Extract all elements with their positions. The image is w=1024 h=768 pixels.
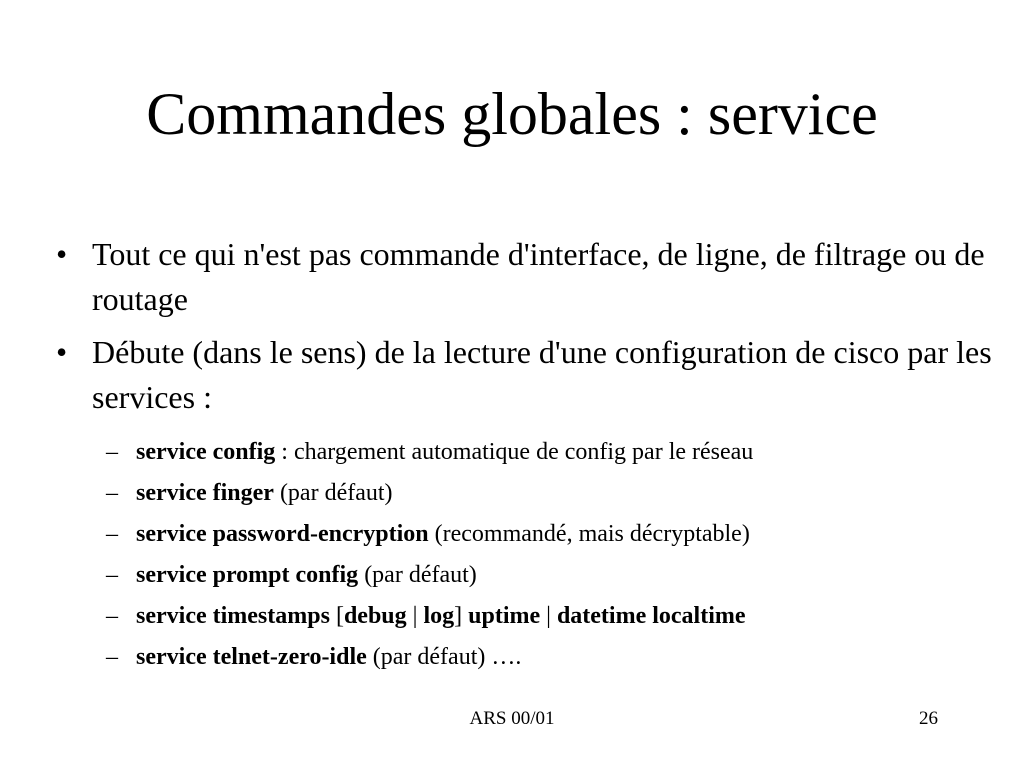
bullet-marker: • [56, 236, 68, 272]
sub-bullet-marker: – [106, 439, 118, 465]
sub-bullet-item [98, 519, 978, 549]
command-keyword: uptime [468, 603, 541, 629]
bullet-text: Tout ce qui n'est pas commande d'interface, de ligne, de filtrage ou de routage [92, 236, 985, 317]
bullet-list [52, 232, 992, 428]
sub-bullet-text: [ [329, 603, 344, 629]
bullet-text: Débute (dans le sens) de la lecture d'une configuration de cisco par les services : [92, 334, 992, 415]
sub-bullet-text: : chargement automatique de config par le réseau [275, 439, 754, 465]
sub-bullet-item [98, 437, 978, 467]
sub-bullet-marker: – [106, 480, 118, 506]
page-number: 26 [919, 708, 938, 729]
sub-bullet-text: ] [454, 603, 469, 629]
bullet-item [52, 232, 992, 322]
sub-bullet-text: | [406, 603, 424, 629]
sub-bullet-text: (par défaut) …. [366, 644, 522, 670]
command-keyword: log [423, 603, 455, 629]
slide-title: Commandes globales : service [146, 81, 878, 147]
sub-bullet-marker: – [106, 644, 118, 670]
command-keyword: service config [136, 439, 276, 465]
sub-bullet-text: | [540, 603, 557, 629]
command-keyword: service telnet-zero-idle [136, 644, 367, 670]
sub-bullet-item [98, 560, 978, 590]
footer-course-label: ARS 00/01 [469, 708, 555, 729]
command-keyword: service finger [136, 480, 274, 506]
bullet-marker: • [56, 334, 68, 370]
command-keyword: service password-encryption [136, 521, 429, 547]
sub-bullet-item [98, 478, 978, 508]
command-keyword: datetime localtime [556, 603, 746, 629]
bullet-item [52, 330, 992, 420]
sub-bullet-marker: – [106, 521, 118, 547]
sub-bullet-item [98, 642, 978, 672]
sub-bullet-marker: – [106, 562, 118, 588]
sub-bullet-marker: – [106, 603, 118, 629]
command-keyword: service timestamps [136, 603, 330, 629]
sub-bullet-text: (par défaut) [273, 480, 393, 506]
sub-bullet-item [98, 601, 978, 631]
command-keyword: service prompt config [136, 562, 359, 588]
command-keyword: debug [343, 603, 407, 629]
sub-bullet-list [98, 437, 978, 683]
sub-bullet-text: (recommandé, mais décryptable) [428, 521, 750, 547]
sub-bullet-text: (par défaut) [358, 562, 477, 588]
